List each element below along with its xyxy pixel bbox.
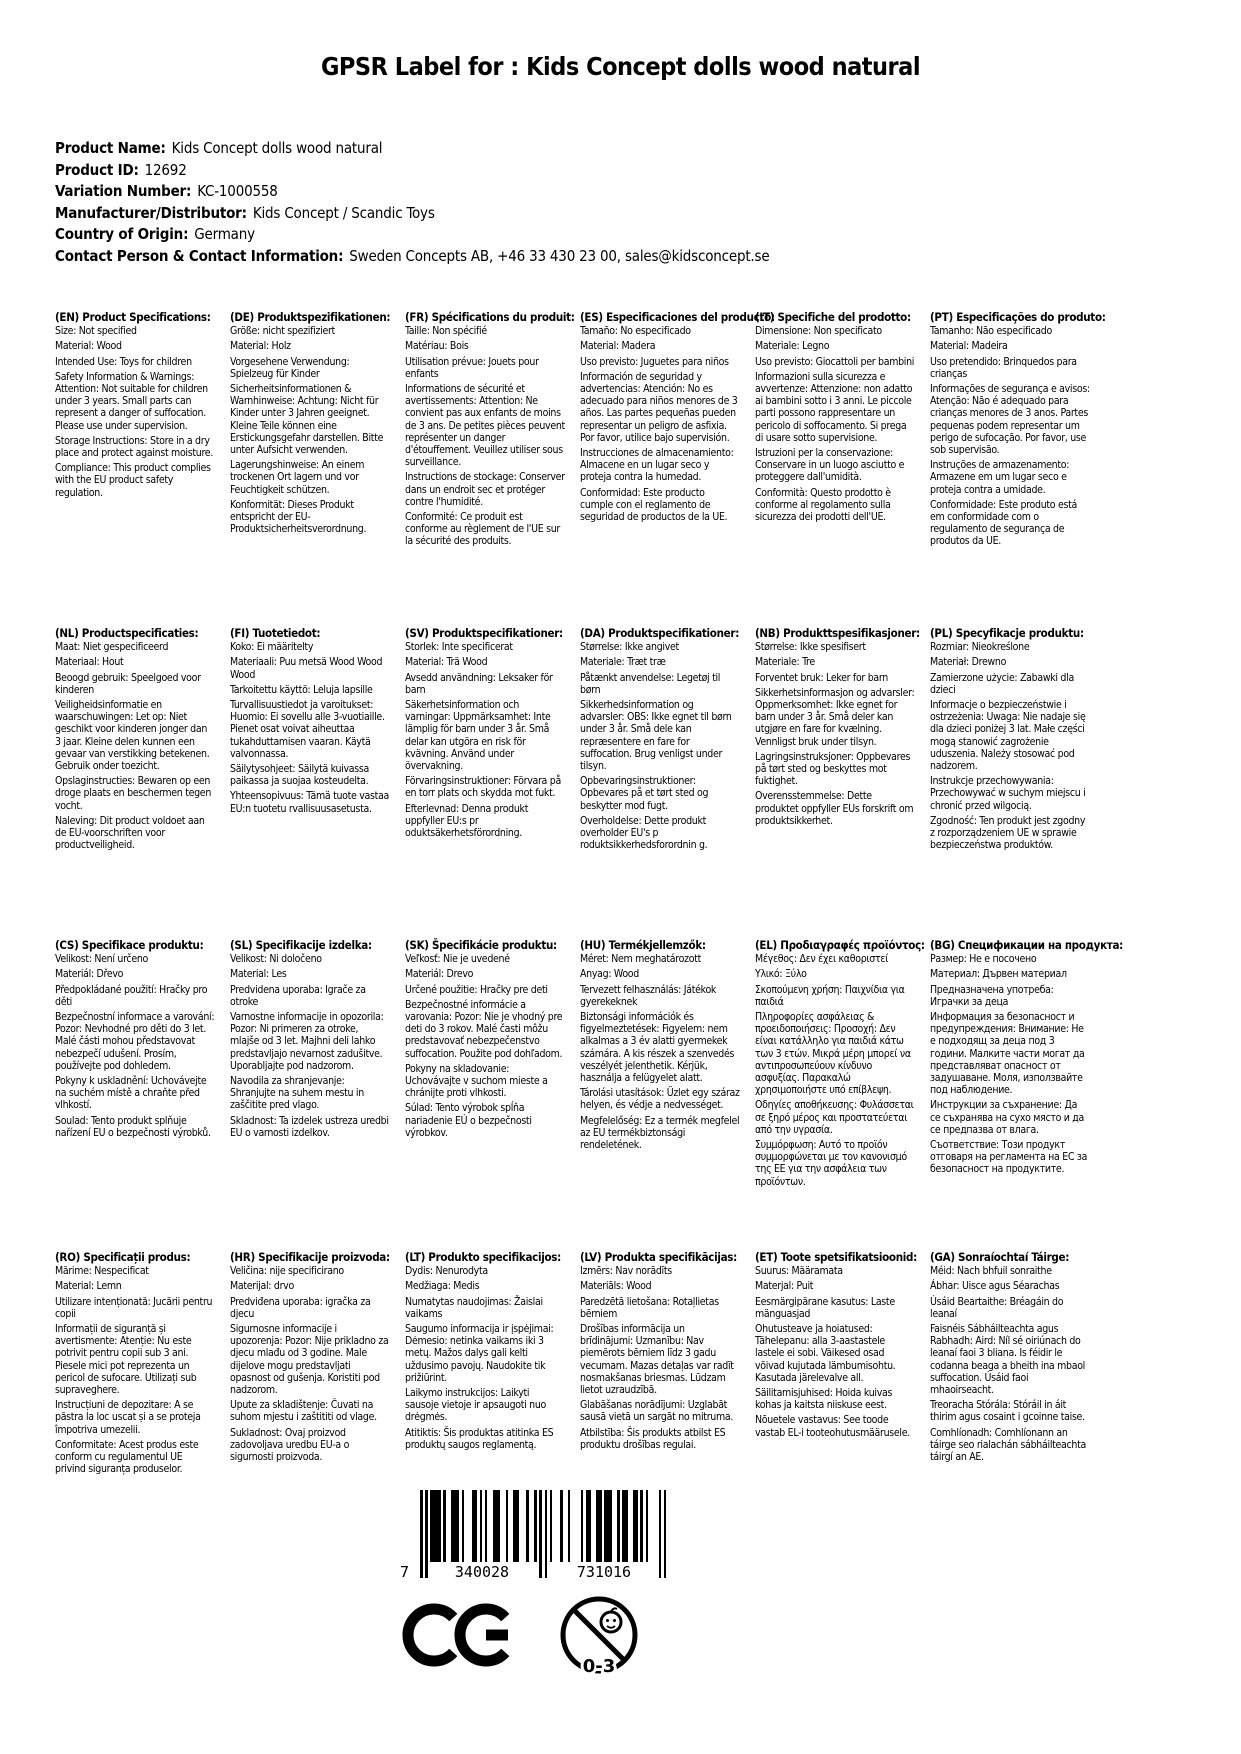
spec-paragraph: Forventet bruk: Leker for barn	[755, 671, 888, 684]
spec-block-nb	[755, 626, 920, 939]
spec-paragraph: Materiál: Drevo	[405, 968, 474, 981]
spec-paragraph: Treoracha Stórála: Stóráil in áit thirim agus cosaint i gcoinne taise.	[930, 1399, 1085, 1424]
spec-paragraph: Utilisation prévue: Jouets pour enfants	[405, 355, 539, 380]
spec-block-sk	[405, 939, 565, 1251]
spec-paragraph: Størrelse: Ikke spesifisert	[755, 641, 866, 654]
spec-paragraph: Instrucciones de almacenamiento: Almacene en un lugar seco y proteja contra la humedad.	[580, 447, 734, 484]
product-id-value: 12692	[144, 160, 187, 179]
spec-paragraph: Sikkerhetsinformasjon og advarsler: Oppmerksomhet: Ikke egnet for barn under 3 år. Små deler kan utgjøre en fare for kvælning. Vennligst bruk under tilsyn.	[755, 686, 915, 748]
spec-paragraph: Informații de siguranță și avertismente: Atenție: Nu este potrivit pentru copii sub 3 ani. Piesele mici pot reprezenta un pericol de sufocare. Utilizați sub supraveghere.	[55, 1323, 197, 1397]
spec-paragraph: Pokyny na skladovanie: Uchovávajte v suchom mieste a chránijte proti vlhkosti.	[405, 1062, 548, 1100]
spec-block-lt	[405, 1251, 565, 1478]
spec-paragraph: Saugumo informacija ir įspėjimai: Dėmesio: netinka vaikams iki 3 metų. Mažos dalys gali kelti uždusimo pavojų. Naudokite tik prižiūrint.	[405, 1323, 554, 1384]
spec-block-heading: (BG) Спецификации на продукта:	[930, 938, 1124, 952]
spec-paragraph: Naleving: Dit product voldoet aan de EU-voorschriften voor productveiligheid.	[55, 814, 205, 852]
spec-block-heading: (EL) Προδιαγραφές προϊόντος:	[755, 938, 925, 952]
spec-paragraph: Material: Lemn	[55, 1280, 122, 1293]
spec-paragraph: Súlad: Tento výrobok spĺňa nariadenie EÚ o bezpečnosti výrobkov.	[405, 1102, 532, 1139]
spec-block-heading: (ES) Especificaciones del producto:	[580, 310, 775, 324]
spec-block-et	[755, 1251, 915, 1478]
spec-paragraph: Overholdelse: Dette produkt overholder EU's p roduktsikkerhedsforordnin g.	[580, 814, 708, 852]
spec-paragraph: Materiale: Tre	[755, 656, 815, 669]
spec-block-hu	[580, 939, 740, 1251]
product-name-value: Kids Concept dolls wood natural	[171, 139, 383, 157]
spec-block-el	[755, 938, 925, 1251]
spec-paragraph: Úsáid Beartaithe: Bréagáin do leanaí	[930, 1295, 1064, 1320]
ce-mark-icon	[402, 1602, 514, 1672]
spec-paragraph: Size: Not specified	[55, 325, 137, 338]
spec-paragraph: Vorgesehene Verwendung: Spielzeug für Kinder	[230, 355, 350, 380]
spec-paragraph: Πληροφορίες ασφάλειας & προειδοποιήσεις: Προσοχή: Δεν είναι κατάλληλο για παιδιά κάτω των 3 ετών. Μικρά μέρη μπορεί να αντιπροσωπεύουν κίνδυνο ασφυξίας. Παρακαλώ χρησιμοποιήστε υπό επίβλεψη.	[755, 1011, 911, 1097]
spec-paragraph: Οδηγίες αποθήκευσης: Φυλάσσεται σε ξηρό μέρος και προστατεύεται από την υγρασία.	[755, 1099, 914, 1136]
spec-block-heading: (GA) Sonraíochtaí Táirge:	[930, 1250, 1070, 1264]
spec-paragraph: Mărime: Nespecificat	[55, 1265, 149, 1278]
spec-paragraph: Materiale: Legno	[755, 340, 830, 353]
spec-block-hr	[230, 1251, 390, 1478]
spec-paragraph: Conformidade: Este produto está em conformidade com o regulamento de segurança de produtos da UE.	[930, 498, 1077, 548]
spec-paragraph: Størrelse: Ikke angivet	[580, 641, 679, 654]
spec-paragraph: Atbilstība: Šis produkts atbilst ES produktu drošības regulai.	[580, 1426, 726, 1451]
manufacturer-label: Manufacturer/Distributor:	[55, 203, 247, 222]
spec-paragraph: Suurus: Määramata	[755, 1265, 843, 1278]
spec-block-cs	[55, 939, 215, 1251]
spec-paragraph: Méret: Nem meghatározott	[580, 953, 702, 966]
spec-block-heading: (DA) Produktspecifikationer:	[580, 626, 740, 640]
spec-paragraph: Инструкции за съхранение: Да се съхранява на сухо място и да се предпазва от влага.	[930, 1099, 1085, 1136]
spec-paragraph: Matériau: Bois	[405, 340, 469, 353]
spec-paragraph: Conformità: Questo prodotto è conforme al regolamento sulla sicurezza dei prodotti dell'UE.	[755, 486, 891, 524]
spec-paragraph: Utilizare intenționată: Jucării pentru copii	[55, 1295, 213, 1320]
spec-paragraph: Glabāšanas norādījumi: Uzglabāt sausā vietā un sargāt no mitruma.	[580, 1399, 734, 1424]
contact-row	[55, 246, 769, 268]
spec-paragraph: Größe: nicht spezifiziert	[230, 325, 335, 338]
spec-block-heading: (NB) Produkttspesifikasjoner:	[755, 626, 920, 640]
spec-block-heading: (FI) Tuotetiedot:	[230, 626, 321, 640]
spec-paragraph: Информация за безопасност и предупреждения: Внимание: Не е подходящ за деца под 3 години. Малките части могат да представляват опасност от задушаване. Моля, използвайте под наблюдение.	[930, 1011, 1085, 1097]
spec-paragraph: Συμμόρφωση: Αυτό το προϊόν συμμορφώνεται με τον κανονισμό της ΕΕ για την ασφάλεια των προϊόντων.	[755, 1139, 907, 1188]
spec-block-sv	[405, 627, 565, 939]
spec-paragraph: Materiaal: Hout	[55, 656, 124, 669]
spec-block-da	[580, 627, 740, 939]
spec-paragraph: Rozmiar: Nieokreślone	[930, 641, 1030, 654]
country-of-origin-value: Germany	[194, 225, 255, 243]
spec-paragraph: Материал: Дървен материал	[930, 968, 1067, 981]
spec-block-heading: (HU) Termékjellemzők:	[580, 938, 706, 952]
spec-paragraph: Materiał: Drewno	[930, 656, 1007, 669]
spec-block-bg	[930, 938, 1124, 1251]
spec-paragraph: Anyag: Wood	[580, 968, 639, 981]
spec-paragraph: Materiál: Dřevo	[55, 968, 124, 981]
spec-block-fi	[230, 627, 390, 939]
spec-block-heading: (LV) Produkta specifikācijas:	[580, 1250, 738, 1264]
spec-block-heading: (PL) Specyfikacje produktu:	[930, 626, 1084, 640]
spec-paragraph: Méid: Nach bhfuil sonraithe	[930, 1265, 1052, 1278]
spec-paragraph: Medžiaga: Medis	[405, 1280, 480, 1293]
spec-paragraph: Tamaño: No especificado	[580, 325, 691, 338]
spec-paragraph: Intended Use: Toys for children	[55, 355, 192, 368]
spec-paragraph: Paredzētā lietošana: Rotaļlietas bērniem	[580, 1295, 719, 1320]
spec-block-heading: (SL) Specifikacije izdelka:	[230, 938, 372, 952]
spec-block-de	[230, 311, 390, 627]
spec-paragraph: Bezpečnostné informácie a varovania: Pozor: Nie je vhodný pre deti do 3 rokov. Malé časti môžu predstavovať nebezpečenstvo suffocation. Použite pod dohľadom.	[405, 998, 563, 1060]
spec-paragraph: Información de seguridad y advertencias: Atención: No es adecuado para niños menores de 3 años. Las partes pequeñas pueden representar un peligro de asfixia. Por favor, utilice bajo supervisión.	[580, 370, 738, 444]
spec-paragraph: Ohutusteave ja hoiatused: Tähelepanu: alla 3-aastastele lastele ei sobi. Väikesed osad võivad kujutada lämbumisohtu. Kasutada järelevalve all.	[755, 1323, 896, 1384]
spec-paragraph: Compliance: This product complies with the EU product safety regulation.	[55, 462, 211, 499]
spec-paragraph: Laikymo instrukcijos: Laikyti sausoje vietoje ir apsaugoti nuo drėgmės.	[405, 1387, 547, 1424]
spec-paragraph: Ábhar: Uisce agus Séarachas	[930, 1280, 1060, 1293]
spec-paragraph: Bezpečnostní informace a varování: Pozor: Nevhodné pro děti do 3 let. Malé části mohou představovat nebezpečí udušení. Prosím, používejte pod dohledem.	[55, 1011, 215, 1072]
spec-paragraph: Určené použitie: Hračky pre deti	[405, 983, 548, 996]
spec-paragraph: Avsedd användning: Leksaker för barn	[405, 671, 553, 696]
spec-paragraph: Sikkerhedsinformation og advarsler: OBS: Ikke egnet til børn under 3 år. Små dele kan repræsentere en fare for suffocation. Brug venligst under tilsyn.	[580, 699, 732, 773]
barcode	[398, 1490, 678, 1586]
spec-paragraph: Tarkoitettu käyttö: Leluja lapsille	[230, 683, 373, 696]
spec-paragraph: Informations de sécurité et avertissements: Attention: Ne convient pas aux enfants de moins de 3 ans. De petites pièces peuvent représenter un danger d'étouffement. Veuillez utiliser sous surveillance.	[405, 383, 565, 469]
spec-block-heading: (CS) Specifikace produktu:	[55, 938, 204, 952]
spec-block-pl	[930, 627, 1090, 939]
spec-paragraph: Materiaali: Puu metsä Wood Wood Wood	[230, 656, 383, 681]
spec-paragraph: Konformität: Dieses Produkt entspricht der EU-Produktsicherheitsverordnung.	[230, 498, 367, 536]
spec-paragraph: Navodila za shranjevanje: Shranjujte na suhem mestu in zaščitite pred vlago.	[230, 1075, 364, 1112]
product-name-label: Product Name:	[55, 139, 166, 157]
spec-paragraph: Numatytas naudojimas: Žaislai vaikams	[405, 1295, 543, 1320]
spec-block-heading: (SV) Produktspecifikationer:	[405, 626, 563, 640]
manufacturer-row	[55, 203, 769, 225]
spec-paragraph: Efterlevnad: Denna produkt uppfyller EU:s pr oduktsäkerhetsförordning.	[405, 802, 529, 840]
spec-paragraph: Materjal: Puit	[755, 1280, 814, 1293]
spec-paragraph: Eesmärgipärane kasutus: Laste mänguasjad	[755, 1295, 895, 1320]
spec-paragraph: Safety Information & Warnings: Attention: Not suitable for children under 3 years. Small parts can represent a danger of suffocation. Please use under supervision.	[55, 370, 208, 432]
spec-paragraph: Conformitate: Acest produs este conform cu regulamentul UE privind siguranța produselor.	[55, 1438, 199, 1476]
spec-paragraph: Μέγεθος: Δεν έχει καθοριστεί	[755, 953, 889, 966]
spec-paragraph: Skladnost: Ta izdelek ustreza uredbi EU o varnosti izdelkov.	[230, 1114, 389, 1139]
spec-paragraph: Instrucțiuni de depozitare: A se păstra la loc uscat și a se proteja împotriva umezelii.	[55, 1399, 201, 1436]
spec-paragraph: Informacje o bezpieczeństwie i ostrzeżenia: Uwaga: Nie nadaje się dla dzieci poniżej 3 lat. Małe części mogą stanowić zagrożenie uduszenia. Należy stosować pod nadzorem.	[930, 699, 1086, 773]
spec-paragraph: Informações de segurança e avisos: Atenção: Não é adequado para crianças menores de 3 anos. Partes pequenas podem representar um perigo de sufocação. Por favor, use sob supervisão.	[930, 383, 1090, 457]
spec-paragraph: Zamierzone użycie: Zabawki dla dzieci	[930, 671, 1074, 696]
spec-paragraph: Υλικό: Ξύλο	[755, 968, 807, 981]
spec-block-pt	[930, 310, 1106, 627]
spec-block-heading: (EN) Product Specifications:	[55, 310, 211, 324]
spec-block-heading: (ET) Toote spetsifikatsioonid:	[755, 1250, 917, 1264]
spec-paragraph: Предназначена употреба: Играчки за деца	[930, 983, 1054, 1008]
spec-paragraph: Comhlíonadh: Comhlíonann an táirge seo rialachán sábháilteachta táirgí an AE.	[930, 1426, 1087, 1464]
spec-paragraph: Dimensione: Non specificato	[755, 325, 882, 338]
spec-block-heading: (SK) Špecifikácie produktu:	[405, 938, 557, 952]
age-warning-0-3-icon	[556, 1592, 642, 1690]
spec-paragraph: Påtænkt anvendelse: Legetøj til børn	[580, 671, 721, 696]
spec-block-heading: (PT) Especificações do produto:	[930, 310, 1106, 324]
spec-paragraph: Drošības informācija un brīdinājumi: Uzmanību: Nav piemērots bērniem līdz 3 gadu vecumam. Mazas detaļas var radīt nosmakšanas briesmas. Lūdzam lietot uzraudzībā.	[580, 1323, 734, 1397]
spec-paragraph: Storlek: Inte specificerat	[405, 641, 513, 654]
variation-number-value: KC-1000558	[197, 182, 278, 200]
age-warning-label: 0-3	[582, 1656, 616, 1677]
spec-paragraph: Material: Les	[230, 968, 287, 981]
spec-paragraph: Soulad: Tento produkt splňuje nařízení EU o bezpečnosti výrobků.	[55, 1114, 211, 1139]
spec-paragraph: Veličina: nije specificirano	[230, 1265, 344, 1278]
country-of-origin-label: Country of Origin:	[55, 225, 189, 243]
spec-paragraph: Turvallisuustiedot ja varoitukset: Huomio: Ei sovellu alle 3-vuotiaille. Pienet osat voivat aiheuttaa tukahduttamisen vaaran. Käytä valvonnassa.	[230, 699, 385, 760]
spec-paragraph: Conformité: Ce produit est conforme au règlement de l'UE sur la sécurité des produits.	[405, 511, 560, 548]
spec-paragraph: Sicherheitsinformationen & Warnhinweise: Achtung: Nicht für Kinder unter 3 Jahren geeignet. Kleine Teile können eine Erstickungsgefahr darstellen. Bitte unter Aufsicht verwenden.	[230, 383, 384, 457]
spec-paragraph: Zgodność: Ten produkt jest zgodny z rozporządzeniem UE w sprawie bezpieczeństwa produktów.	[930, 814, 1086, 852]
spec-paragraph: Beoogd gebruik: Speelgoed voor kinderen	[55, 671, 201, 696]
language-specs-grid	[55, 310, 1124, 1478]
spec-paragraph: Materiale: Træt træ	[580, 656, 666, 669]
spec-paragraph: Taille: Non spécifié	[405, 325, 487, 338]
spec-block-heading: (LT) Produkto specifikacijos:	[405, 1250, 561, 1264]
spec-paragraph: Istruzioni per la conservazione: Conservare in un luogo asciutto e proteggere dall'umidità.	[755, 447, 905, 484]
spec-paragraph: Uso pretendido: Brinquedos para crianças	[930, 355, 1077, 380]
spec-paragraph: Velikost: Není určeno	[55, 953, 148, 966]
spec-paragraph: Pokyny k uskladnění: Uchovávejte na suchém místě a chraňte před vlhkostí.	[55, 1075, 207, 1112]
spec-paragraph: Informazioni sulla sicurezza e avvertenze: Attenzione: non adatto ai bambini sotto i 3 anni. Le piccole parti possono rappresentare un pericolo di soffocamento. Si prega di usare sotto supervisione.	[755, 370, 913, 444]
spec-paragraph: Materiāls: Wood	[580, 1280, 652, 1293]
spec-paragraph: Tervezett felhasználás: Játékok gyerekeknek	[580, 983, 717, 1008]
spec-paragraph: Размер: Не е посочено	[930, 953, 1037, 966]
spec-paragraph: Předpokládané použití: Hračky pro děti	[55, 983, 208, 1008]
spec-paragraph: Instructions de stockage: Conserver dans un endroit sec et protéger contre l'humidité.	[405, 471, 565, 508]
spec-paragraph: Säilytysohjeet: Säilytä kuivassa paikassa ja suojaa kosteudelta.	[230, 763, 370, 788]
product-id-row	[55, 160, 769, 182]
spec-paragraph: Upute za skladištenje: Čuvati na suhom mjestu i zaštititi od vlage.	[230, 1399, 377, 1424]
spec-paragraph: Material: Wood	[55, 340, 122, 353]
spec-block-it	[755, 311, 915, 627]
spec-block-ga	[930, 1251, 1090, 1478]
spec-paragraph: Sigurnosne informacije i upozorenja: Pozor: Nije prikladno za djecu mlađu od 3 godine. Male dijelove mogu predstavljati opasnost od gušenja. Koristiti pod nadzorom.	[230, 1323, 389, 1397]
spec-paragraph: Predviđena uporaba: igračka za djecu	[230, 1295, 371, 1320]
spec-paragraph: Opslaginstructies: Bewaren op een droge plaats en beschermen tegen vocht.	[55, 775, 212, 812]
spec-paragraph: Material: Trä Wood	[405, 656, 488, 669]
spec-paragraph: Overensstemmelse: Dette produktet oppfyller EUs forskrift om produktsikkerhet.	[755, 790, 914, 827]
spec-paragraph: Uso previsto: Giocattoli per bambini	[755, 355, 915, 368]
manufacturer-value: Kids Concept / Scandic Toys	[252, 203, 435, 222]
spec-block-ro	[55, 1251, 215, 1478]
spec-block-fr	[405, 310, 575, 627]
variation-number-row	[55, 181, 769, 203]
barcode-prefix-digit: 7	[400, 1563, 410, 1581]
spec-paragraph: Koko: Ei määritelty	[230, 641, 314, 654]
barcode-right-digits: 731016	[576, 1563, 632, 1581]
spec-paragraph: Opbevaringsinstruktioner: Opbevares på et tørt sted og beskytter mod fugt.	[580, 775, 709, 812]
spec-block-heading: (RO) Specificații produs:	[55, 1250, 191, 1264]
spec-block-lv	[580, 1251, 740, 1478]
spec-paragraph: Съответствие: Този продукт отговаря на регламента на ЕС за безопасност на продуктите.	[930, 1139, 1088, 1176]
spec-paragraph: Material: Madeira	[930, 340, 1008, 353]
spec-paragraph: Biztonsági információk és figyelmeztetések: Figyelem: nem alkalmas a 3 év alatti gyermekek számára. A kis részek a szenvedés veszélyét jelenthetik. Kérjük, használja a felügyelet alatt.	[580, 1011, 735, 1085]
spec-paragraph: Veiligheidsinformatie en waarschuwingen: Let op: Niet geschikt voor kinderen jonger dan 3 jaar. Kleine delen kunnen een gevaar van verstikking betekenen. Gebruik onder toezicht.	[55, 699, 210, 773]
barcode-left-digits: 340028	[454, 1563, 510, 1581]
spec-block-en	[55, 311, 215, 627]
spec-paragraph: Material: Holz	[230, 340, 291, 353]
spec-paragraph: Säilitamisjuhised: Hoida kuivas kohas ja kaitsta niiskuse eest.	[755, 1387, 893, 1412]
spec-paragraph: Instruções de armazenamento: Armazene em um lugar seco e proteja contra a umidade.	[930, 459, 1070, 496]
product-id-label: Product ID:	[55, 160, 139, 179]
contact-label: Contact Person & Contact Information:	[55, 246, 344, 265]
variation-number-label: Variation Number:	[55, 182, 192, 200]
spec-paragraph: Dydis: Nenurodyta	[405, 1265, 488, 1278]
spec-block-sl	[230, 939, 390, 1251]
spec-paragraph: Lagringsinstruksjoner: Oppbevares på tørt sted og beskyttes mot fuktighet.	[755, 750, 911, 788]
spec-paragraph: Förvaringsinstruktioner: Förvara på en torr plats och skydda mot fukt.	[405, 775, 561, 800]
spec-paragraph: Säkerhetsinformation och varningar: Uppmärksamhet: Inte lämplig för barn under 3 år. Små delar kan utgöra en risk för kvävning. Använd under övervakning.	[405, 699, 551, 773]
page-title: GPSR Label for : Kids Concept dolls wood natural	[320, 52, 921, 81]
spec-paragraph: Izmērs: Nav norādīts	[580, 1265, 672, 1278]
spec-paragraph: Sukladnost: Ovaj proizvod zadovoljava uredbu EU-a o sigurnosti proizvoda.	[230, 1426, 350, 1464]
spec-paragraph: Uso previsto: Juguetes para niños	[580, 355, 729, 368]
spec-paragraph: Veľkosť: Nie je uvedené	[405, 953, 510, 966]
spec-paragraph: Storage Instructions: Store in a dry place and protect against moisture.	[55, 434, 214, 460]
spec-block-heading: (DE) Produktspezifikationen:	[230, 310, 391, 324]
spec-paragraph: Tárolási utasítások: Üzlet egy száraz helyen, és védje a nedvességet.	[580, 1087, 740, 1112]
spec-paragraph: Conformidad: Este producto cumple con el reglamento de seguridad de productos de la UE.	[580, 486, 728, 524]
product-info	[55, 138, 769, 267]
product-name-row	[55, 138, 769, 160]
spec-paragraph: Materijal: drvo	[230, 1280, 294, 1293]
spec-paragraph: Nõuetele vastavus: See toode vastab EL-i tooteohutusmäärusele.	[755, 1414, 910, 1439]
spec-paragraph: Maat: Niet gespecificeerd	[55, 641, 169, 654]
spec-paragraph: Velikost: Ni določeno	[230, 953, 322, 966]
spec-block-heading: (HR) Specifikacije proizvoda:	[230, 1250, 390, 1264]
spec-block-es	[580, 310, 775, 627]
spec-paragraph: Predvidena uporaba: Igrače za otroke	[230, 983, 366, 1008]
spec-paragraph: Faisnéis Sábháilteachta agus Rabhadh: Aird: Níl sé oiriúnach do leanaí faoi 3 bliana. Is féidir le codanna beaga a bheith ina mbaol suffocation. Úsáid faoi mhaoirseacht.	[930, 1323, 1086, 1397]
barcode-bar	[664, 1490, 667, 1578]
country-of-origin-row	[55, 224, 769, 246]
spec-block-heading: (IT) Specifiche del prodotto:	[755, 310, 911, 324]
spec-block-heading: (NL) Productspecificaties:	[55, 626, 199, 640]
spec-paragraph: Σκοπούμενη χρήση: Παιχνίδια για παιδιά	[755, 983, 905, 1008]
spec-paragraph: Tamanho: Não especificado	[930, 325, 1052, 338]
spec-paragraph: Megfelelőség: Ez a termék megfelel az EU termékbiztonsági rendeletének.	[580, 1114, 740, 1152]
spec-paragraph: Atitiktis: Šis produktas atitinka ES produktų saugos reglamentą.	[405, 1426, 554, 1451]
spec-paragraph: Yhteensopivuus: Tämä tuote vastaa EU:n tuotetu rvallisuusasetusta.	[230, 790, 390, 815]
spec-block-heading: (FR) Spécifications du produit:	[405, 310, 575, 324]
spec-block-nl	[55, 627, 215, 939]
spec-paragraph: Lagerungshinweise: An einem trockenen Ort lagern und vor Feuchtigkeit schützen.	[230, 459, 365, 496]
contact-value: Sweden Concepts AB, +46 33 430 23 00, sales@kidsconcept.se	[349, 246, 770, 265]
spec-paragraph: Material: Madera	[580, 340, 656, 353]
spec-paragraph: Varnostne informacije in opozorila: Pozor: Ni primeren za otroke, mlajše od 3 let. Majhni deli lahko predstavljajo nevarnost zadušitve. Uporabljajte pod nadzorom.	[230, 1011, 384, 1072]
spec-paragraph: Instrukcje przechowywania: Przechowywać w suchym miejscu i chronić przed wilgocią.	[930, 775, 1086, 812]
